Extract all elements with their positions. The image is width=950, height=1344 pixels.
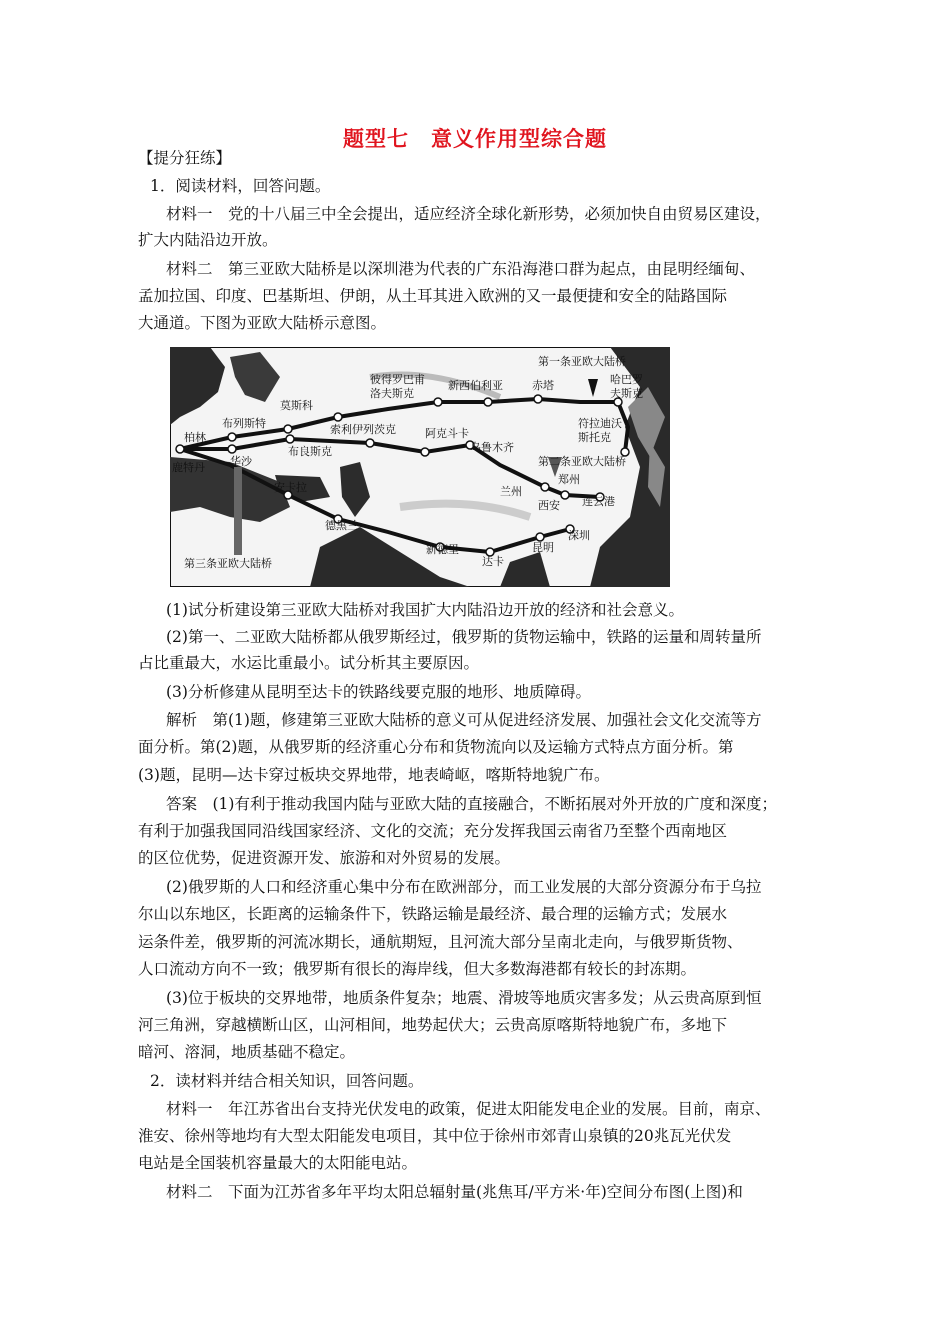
label-berlin: 柏林: [184, 431, 206, 444]
q1-answer2-line3: 运条件差，俄罗斯的河流冰期长，通航期短，且河流大部分呈南北走向，与俄罗斯货物、: [138, 933, 743, 951]
label-rotterdam: 鹿特丹: [172, 461, 205, 474]
city-dot: [334, 413, 342, 421]
label-kunming: 昆明: [532, 541, 554, 554]
city-dot: [284, 425, 292, 433]
label-bryansk: 布良斯克: [288, 445, 332, 458]
label-lanzhou: 兰州: [500, 485, 522, 498]
label-tehran: 德黑兰: [325, 519, 358, 532]
q1-answer3-line3: 暗河、溶洞，地质基础不稳定。: [138, 1043, 356, 1061]
label-moscow: 莫斯科: [280, 399, 313, 412]
label-spb-a: 彼得罗巴甫: [370, 373, 425, 386]
city-dot: [434, 398, 442, 406]
label-khabarovsk-a: 哈巴罗: [610, 373, 643, 386]
label-xian: 西安: [538, 499, 560, 512]
city-dot: [176, 445, 184, 453]
q1-analysis-line3: (3)题，昆明—达卡穿过板块交界地带，地表崎岖，喀斯特地貌广布。: [138, 766, 610, 784]
label-chita: 赤塔: [532, 379, 554, 392]
q1-material1-line2: 扩大内陆沿边开放。: [138, 231, 278, 249]
label-novosibirsk: 新西伯利亚: [448, 379, 503, 392]
label-warsaw: 华沙: [230, 455, 252, 468]
city-dot: [536, 533, 544, 541]
q1-answer2-line4: 人口流动方向不一致；俄罗斯有很长的海岸线，但大多数海港都有较长的封冻期。: [138, 960, 697, 978]
city-dot: [534, 395, 542, 403]
q1-answer2-line2: 尔山以东地区，长距离的运输条件下，铁路运输是最经济、最合理的运输方式；发展水: [138, 905, 728, 923]
q1-analysis-line1: 解析 第(1)题，修建第三亚欧大陆桥的意义可从促进经济发展、加强社会文化交流等方: [166, 711, 762, 729]
q2-material1-line1: 材料一 年江苏省出台支持光伏发电的政策，促进太阳能发电企业的发展。目前，南京、: [166, 1100, 771, 1118]
label-bridge2: 第二条亚欧大陆桥: [538, 455, 626, 468]
label-khabarovsk-b: 夫斯克: [610, 387, 643, 400]
label-zhengzhou: 郑州: [558, 473, 580, 486]
label-urumqi: 乌鲁木齐: [470, 441, 514, 454]
label-bridge3: 第三条亚欧大陆桥: [184, 557, 272, 570]
city-dot: [286, 435, 294, 443]
label-bridge1: 第一条亚欧大陆桥: [538, 355, 626, 368]
q1-sub2-line1: (2)第一、二亚欧大陆桥都从俄罗斯经过，俄罗斯的货物运输中，铁路的运量和周转量所: [166, 628, 762, 646]
label-sol-iletsk: 索利伊列茨克: [330, 423, 396, 436]
q1-stem: 1．阅读材料，回答问题。: [150, 177, 331, 195]
q1-sub2-line2: 占比重最大，水运比重最小。试分析其主要原因。: [138, 654, 480, 672]
q2-material1-line2: 淮安、徐州等地均有大型太阳能发电项目，其中位于徐州市郊青山泉镇的20兆瓦光伏发: [138, 1127, 732, 1145]
city-dot: [366, 439, 374, 447]
label-brest: 布列斯特: [222, 417, 266, 430]
q1-material2-line1: 材料二 第三亚欧大陆桥是以深圳港为代表的广东沿海港口群为起点，由昆明经缅甸、: [166, 260, 756, 278]
q1-analysis-line2: 面分析。第(2)题，从俄罗斯的经济重心分布和货物流向以及运输方式特点方面分析。第: [138, 738, 734, 756]
q1-sub3: (3)分析修建从昆明至达卡的铁路线要克服的地形、地质障碍。: [166, 683, 591, 701]
city-dot: [484, 398, 492, 406]
q1-material2-line2: 孟加拉国、印度、巴基斯坦、伊朗，从土耳其进入欧洲的又一最便捷和安全的陆路国际: [138, 287, 728, 305]
city-dot: [561, 491, 569, 499]
city-dot: [228, 445, 236, 453]
q1-sub1: (1)试分析建设第三亚欧大陆桥对我国扩大内陆沿边开放的经济和社会意义。: [166, 601, 684, 619]
eurasian-land-bridge-map: [170, 347, 670, 587]
city-dot: [421, 448, 429, 456]
q2-material2-line1: 材料二 下面为江苏省多年平均太阳总辐射量(兆焦耳/平方米·年)空间分布图(上图)和: [166, 1183, 743, 1201]
label-new-delhi: 新德里: [426, 543, 459, 556]
q1-answer3-line1: (3)位于板块的交界地带，地质条件复杂；地震、滑坡等地质灾害多发；从云贵高原到恒: [166, 989, 762, 1007]
q1-material2-line3: 大通道。下图为亚欧大陆桥示意图。: [138, 314, 387, 332]
label-shenzhen: 深圳: [568, 529, 590, 542]
label-vladivostok-a: 符拉迪沃: [578, 417, 622, 430]
q1-answer1-line2: 有利于加强我国同沿线国家经济、文化的交流；充分发挥我国云南省乃至整个西南地区: [138, 822, 728, 840]
q1-answer1-line3: 的区位优势，促进资源开发、旅游和对外贸易的发展。: [138, 849, 511, 867]
section-label: 【提分狂练】: [138, 149, 232, 167]
q1-answer1-line1: 答案 (1)有利于推动我国内陆与亚欧大陆的直接融合，不断拓展对外开放的广度和深度；: [166, 795, 777, 813]
label-spb-b: 洛夫斯克: [370, 387, 414, 400]
city-dot: [541, 483, 549, 491]
page-title: 题型七 意义作用型综合题: [343, 127, 607, 151]
q2-material1-line3: 电站是全国装机容量最大的太阳能电站。: [138, 1154, 418, 1172]
bridge3-marker-icon: [234, 467, 242, 555]
q1-answer3-line2: 河三角洲，穿越横断山区，山河相间，地势起伏大；云贵高原喀斯特地貌广布，多地下: [138, 1016, 728, 1034]
label-vladivostok-b: 斯托克: [578, 431, 611, 444]
q2-stem: 2．读材料并结合相关知识，回答问题。: [150, 1072, 424, 1090]
label-ankara: 安卡拉: [274, 481, 307, 494]
q1-material1-line1: 材料一 党的十八届三中全会提出，适应经济全球化新形势，必须加快自由贸易区建设，: [166, 205, 771, 223]
city-dot: [228, 433, 236, 441]
label-aktogay: 阿克斗卡: [425, 427, 469, 440]
q1-answer2-line1: (2)俄罗斯的人口和经济重心集中分布在欧洲部分，而工业发展的大部分资源分布于乌拉: [166, 878, 762, 896]
label-dhaka: 达卡: [482, 555, 504, 568]
label-lianyungang: 连云港: [582, 495, 615, 508]
